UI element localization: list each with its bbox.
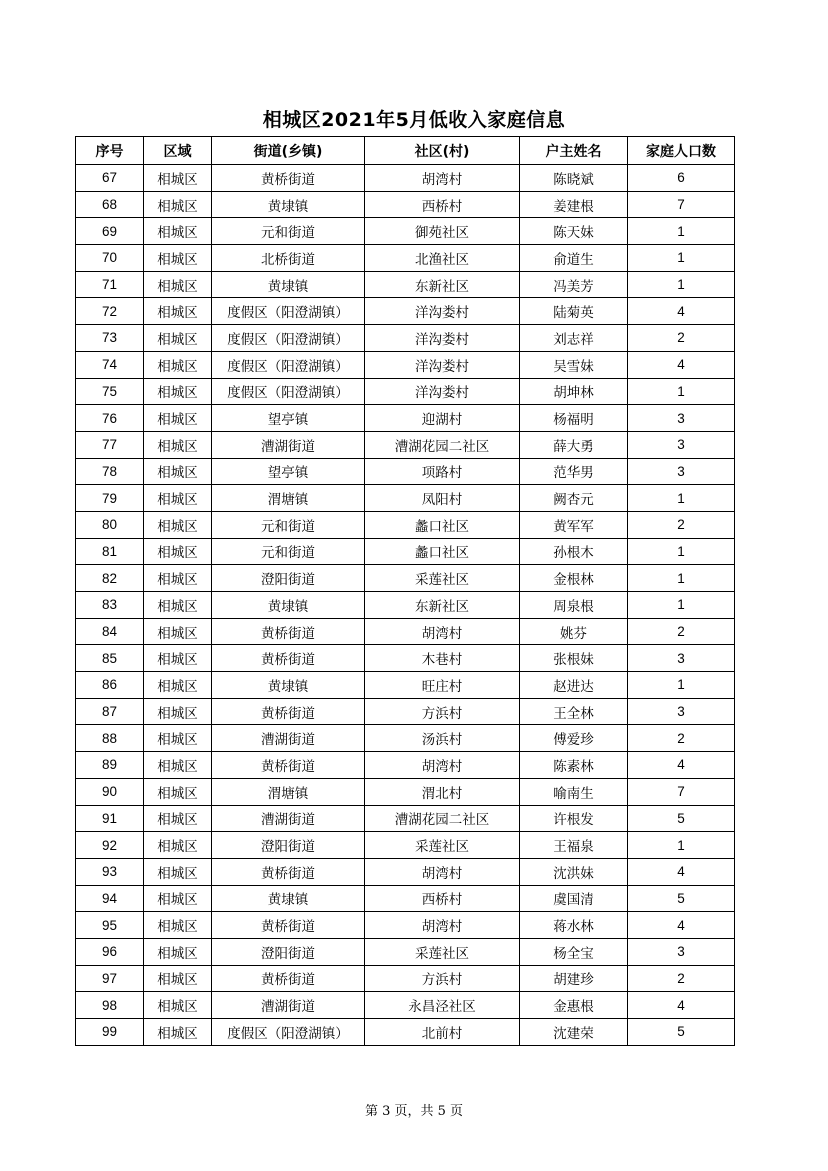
cell-household-size: 1 [628, 672, 735, 699]
cell-street-town: 漕湖街道 [212, 992, 365, 1019]
cell-community-village: 东新社区 [365, 592, 520, 619]
cell-district: 相城区 [144, 565, 212, 592]
cell-district: 相城区 [144, 405, 212, 432]
cell-community-village: 采莲社区 [365, 938, 520, 965]
cell-district: 相城区 [144, 165, 212, 192]
cell-serial: 91 [76, 805, 144, 832]
cell-householder-name: 陈天妹 [520, 218, 628, 245]
cell-household-size: 6 [628, 165, 735, 192]
cell-district: 相城区 [144, 485, 212, 512]
cell-householder-name: 沈建荣 [520, 1019, 628, 1046]
cell-street-town: 北桥街道 [212, 245, 365, 272]
cell-household-size: 3 [628, 405, 735, 432]
table-row [76, 752, 735, 779]
cell-household-size: 5 [628, 885, 735, 912]
cell-street-town: 度假区（阳澄湖镇） [212, 325, 365, 352]
cell-household-size: 2 [628, 511, 735, 538]
table-row [76, 885, 735, 912]
cell-community-village: 蠡口社区 [365, 538, 520, 565]
header-community-village: 社区(村) [365, 137, 520, 165]
cell-householder-name: 冯美芳 [520, 271, 628, 298]
cell-district: 相城区 [144, 965, 212, 992]
cell-community-village: 洋沟娄村 [365, 378, 520, 405]
cell-serial: 80 [76, 511, 144, 538]
cell-street-town: 元和街道 [212, 538, 365, 565]
cell-street-town: 黄桥街道 [212, 912, 365, 939]
cell-district: 相城区 [144, 191, 212, 218]
cell-householder-name: 薛大勇 [520, 431, 628, 458]
cell-community-village: 胡湾村 [365, 165, 520, 192]
cell-household-size: 2 [628, 325, 735, 352]
table-row [76, 191, 735, 218]
cell-community-village: 西桥村 [365, 191, 520, 218]
cell-district: 相城区 [144, 858, 212, 885]
page-title: 相城区2021年5月低收入家庭信息 [262, 109, 566, 131]
cell-serial: 72 [76, 298, 144, 325]
cell-street-town: 黄桥街道 [212, 165, 365, 192]
cell-district: 相城区 [144, 805, 212, 832]
cell-community-village: 蠡口社区 [365, 511, 520, 538]
cell-household-size: 1 [628, 485, 735, 512]
table-row [76, 271, 735, 298]
header-serial: 序号 [76, 137, 144, 165]
table-row [76, 778, 735, 805]
cell-household-size: 1 [628, 592, 735, 619]
cell-street-town: 黄埭镇 [212, 672, 365, 699]
cell-serial: 99 [76, 1019, 144, 1046]
table-row [76, 378, 735, 405]
cell-community-village: 胡湾村 [365, 858, 520, 885]
cell-district: 相城区 [144, 725, 212, 752]
header-householder-name: 户主姓名 [520, 137, 628, 165]
cell-serial: 68 [76, 191, 144, 218]
cell-street-town: 黄埭镇 [212, 191, 365, 218]
cell-community-village: 漕湖花园二社区 [365, 805, 520, 832]
cell-serial: 94 [76, 885, 144, 912]
cell-street-town: 度假区（阳澄湖镇） [212, 378, 365, 405]
cell-community-village: 方浜村 [365, 698, 520, 725]
table-row [76, 405, 735, 432]
cell-street-town: 澄阳街道 [212, 565, 365, 592]
cell-household-size: 5 [628, 1019, 735, 1046]
cell-district: 相城区 [144, 912, 212, 939]
cell-household-size: 4 [628, 752, 735, 779]
cell-household-size: 2 [628, 618, 735, 645]
header-district: 区域 [144, 137, 212, 165]
table-row [76, 298, 735, 325]
cell-householder-name: 阙杏元 [520, 485, 628, 512]
cell-street-town: 澄阳街道 [212, 832, 365, 859]
cell-district: 相城区 [144, 698, 212, 725]
cell-district: 相城区 [144, 245, 212, 272]
table-row [76, 165, 735, 192]
cell-street-town: 漕湖街道 [212, 431, 365, 458]
cell-household-size: 1 [628, 271, 735, 298]
cell-householder-name: 王全林 [520, 698, 628, 725]
cell-district: 相城区 [144, 378, 212, 405]
cell-community-village: 漕湖花园二社区 [365, 431, 520, 458]
cell-district: 相城区 [144, 458, 212, 485]
cell-community-village: 御苑社区 [365, 218, 520, 245]
table-row [76, 805, 735, 832]
cell-serial: 71 [76, 271, 144, 298]
cell-street-town: 望亭镇 [212, 405, 365, 432]
cell-serial: 95 [76, 912, 144, 939]
cell-household-size: 1 [628, 245, 735, 272]
cell-householder-name: 胡坤林 [520, 378, 628, 405]
cell-serial: 92 [76, 832, 144, 859]
header-street-town: 街道(乡镇) [212, 137, 365, 165]
cell-community-village: 北前村 [365, 1019, 520, 1046]
table-row [76, 672, 735, 699]
cell-householder-name: 沈洪妹 [520, 858, 628, 885]
cell-street-town: 元和街道 [212, 218, 365, 245]
cell-serial: 93 [76, 858, 144, 885]
cell-district: 相城区 [144, 218, 212, 245]
cell-household-size: 4 [628, 351, 735, 378]
cell-household-size: 1 [628, 378, 735, 405]
cell-community-village: 汤浜村 [365, 725, 520, 752]
cell-serial: 87 [76, 698, 144, 725]
cell-community-village: 洋沟娄村 [365, 325, 520, 352]
cell-serial: 76 [76, 405, 144, 432]
cell-serial: 75 [76, 378, 144, 405]
table-header-row [76, 137, 735, 165]
cell-community-village: 项路村 [365, 458, 520, 485]
cell-district: 相城区 [144, 938, 212, 965]
cell-householder-name: 范华男 [520, 458, 628, 485]
cell-community-village: 渭北村 [365, 778, 520, 805]
cell-street-town: 漕湖街道 [212, 725, 365, 752]
cell-household-size: 1 [628, 565, 735, 592]
cell-district: 相城区 [144, 672, 212, 699]
cell-district: 相城区 [144, 431, 212, 458]
cell-district: 相城区 [144, 885, 212, 912]
cell-householder-name: 虞国清 [520, 885, 628, 912]
cell-district: 相城区 [144, 1019, 212, 1046]
cell-serial: 83 [76, 592, 144, 619]
cell-household-size: 5 [628, 805, 735, 832]
cell-street-town: 望亭镇 [212, 458, 365, 485]
table-row [76, 965, 735, 992]
cell-district: 相城区 [144, 752, 212, 779]
table-row [76, 912, 735, 939]
cell-householder-name: 姚芬 [520, 618, 628, 645]
cell-serial: 82 [76, 565, 144, 592]
cell-householder-name: 蒋水林 [520, 912, 628, 939]
cell-community-village: 西桥村 [365, 885, 520, 912]
cell-householder-name: 陆菊英 [520, 298, 628, 325]
cell-householder-name: 俞道生 [520, 245, 628, 272]
cell-household-size: 7 [628, 191, 735, 218]
cell-householder-name: 杨福明 [520, 405, 628, 432]
cell-district: 相城区 [144, 351, 212, 378]
cell-community-village: 永昌泾社区 [365, 992, 520, 1019]
table-row [76, 325, 735, 352]
table-row [76, 618, 735, 645]
cell-serial: 70 [76, 245, 144, 272]
cell-householder-name: 杨全宝 [520, 938, 628, 965]
cell-community-village: 北渔社区 [365, 245, 520, 272]
cell-household-size: 4 [628, 858, 735, 885]
cell-street-town: 黄桥街道 [212, 645, 365, 672]
cell-street-town: 度假区（阳澄湖镇） [212, 351, 365, 378]
cell-community-village: 胡湾村 [365, 618, 520, 645]
cell-householder-name: 刘志祥 [520, 325, 628, 352]
cell-community-village: 木巷村 [365, 645, 520, 672]
cell-street-town: 黄桥街道 [212, 752, 365, 779]
cell-household-size: 4 [628, 912, 735, 939]
cell-householder-name: 许根发 [520, 805, 628, 832]
cell-street-town: 黄桥街道 [212, 618, 365, 645]
table-row [76, 698, 735, 725]
cell-householder-name: 吴雪妹 [520, 351, 628, 378]
cell-street-town: 黄埭镇 [212, 592, 365, 619]
table-row [76, 218, 735, 245]
cell-serial: 90 [76, 778, 144, 805]
cell-householder-name: 胡建珍 [520, 965, 628, 992]
table-row [76, 858, 735, 885]
table-row [76, 351, 735, 378]
cell-street-town: 黄桥街道 [212, 858, 365, 885]
cell-householder-name: 周泉根 [520, 592, 628, 619]
cell-householder-name: 姜建根 [520, 191, 628, 218]
cell-district: 相城区 [144, 325, 212, 352]
cell-community-village: 凤阳村 [365, 485, 520, 512]
cell-street-town: 漕湖街道 [212, 805, 365, 832]
cell-householder-name: 金根林 [520, 565, 628, 592]
cell-householder-name: 陈素林 [520, 752, 628, 779]
cell-street-town: 澄阳街道 [212, 938, 365, 965]
cell-householder-name: 傅爱珍 [520, 725, 628, 752]
cell-household-size: 2 [628, 725, 735, 752]
table-row [76, 458, 735, 485]
cell-serial: 89 [76, 752, 144, 779]
cell-community-village: 采莲社区 [365, 832, 520, 859]
cell-householder-name: 喻南生 [520, 778, 628, 805]
cell-community-village: 洋沟娄村 [365, 351, 520, 378]
cell-community-village: 采莲社区 [365, 565, 520, 592]
table-row [76, 565, 735, 592]
table-body [76, 165, 735, 1046]
cell-street-town: 渭塘镇 [212, 778, 365, 805]
cell-street-town: 黄埭镇 [212, 885, 365, 912]
cell-serial: 69 [76, 218, 144, 245]
cell-serial: 78 [76, 458, 144, 485]
cell-householder-name: 陈晓斌 [520, 165, 628, 192]
cell-community-village: 东新社区 [365, 271, 520, 298]
cell-serial: 86 [76, 672, 144, 699]
table-row [76, 938, 735, 965]
table-row [76, 485, 735, 512]
table-row [76, 245, 735, 272]
cell-serial: 81 [76, 538, 144, 565]
table-row [76, 538, 735, 565]
table-row [76, 832, 735, 859]
cell-household-size: 2 [628, 965, 735, 992]
cell-household-size: 3 [628, 431, 735, 458]
cell-district: 相城区 [144, 992, 212, 1019]
cell-householder-name: 赵进达 [520, 672, 628, 699]
cell-street-town: 度假区（阳澄湖镇） [212, 1019, 365, 1046]
cell-householder-name: 黄军军 [520, 511, 628, 538]
table-row [76, 725, 735, 752]
cell-household-size: 4 [628, 992, 735, 1019]
household-table [75, 136, 735, 1046]
cell-serial: 84 [76, 618, 144, 645]
cell-community-village: 迎湖村 [365, 405, 520, 432]
cell-district: 相城区 [144, 778, 212, 805]
cell-householder-name: 王福泉 [520, 832, 628, 859]
page-footer: 第 3 页，共 5 页 [364, 1104, 464, 1119]
cell-household-size: 3 [628, 698, 735, 725]
table-row [76, 992, 735, 1019]
cell-community-village: 洋沟娄村 [365, 298, 520, 325]
table-row [76, 592, 735, 619]
cell-household-size: 3 [628, 458, 735, 485]
cell-community-village: 胡湾村 [365, 752, 520, 779]
cell-household-size: 4 [628, 298, 735, 325]
cell-district: 相城区 [144, 298, 212, 325]
cell-street-town: 度假区（阳澄湖镇） [212, 298, 365, 325]
cell-serial: 74 [76, 351, 144, 378]
cell-district: 相城区 [144, 832, 212, 859]
cell-street-town: 元和街道 [212, 511, 365, 538]
cell-householder-name: 孙根木 [520, 538, 628, 565]
cell-serial: 79 [76, 485, 144, 512]
cell-household-size: 3 [628, 938, 735, 965]
cell-district: 相城区 [144, 511, 212, 538]
cell-street-town: 渭塘镇 [212, 485, 365, 512]
cell-district: 相城区 [144, 538, 212, 565]
cell-street-town: 黄埭镇 [212, 271, 365, 298]
cell-household-size: 1 [628, 218, 735, 245]
cell-householder-name: 张根妹 [520, 645, 628, 672]
cell-district: 相城区 [144, 271, 212, 298]
cell-serial: 73 [76, 325, 144, 352]
cell-household-size: 3 [628, 645, 735, 672]
cell-serial: 98 [76, 992, 144, 1019]
cell-household-size: 1 [628, 832, 735, 859]
table-row [76, 1019, 735, 1046]
cell-household-size: 1 [628, 538, 735, 565]
cell-serial: 85 [76, 645, 144, 672]
cell-serial: 97 [76, 965, 144, 992]
cell-street-town: 黄桥街道 [212, 698, 365, 725]
cell-community-village: 方浜村 [365, 965, 520, 992]
cell-district: 相城区 [144, 592, 212, 619]
cell-serial: 96 [76, 938, 144, 965]
table-row [76, 511, 735, 538]
cell-serial: 67 [76, 165, 144, 192]
cell-community-village: 旺庄村 [365, 672, 520, 699]
cell-household-size: 7 [628, 778, 735, 805]
cell-district: 相城区 [144, 645, 212, 672]
cell-street-town: 黄桥街道 [212, 965, 365, 992]
cell-householder-name: 金惠根 [520, 992, 628, 1019]
cell-serial: 88 [76, 725, 144, 752]
cell-serial: 77 [76, 431, 144, 458]
header-household-size: 家庭人口数 [628, 137, 735, 165]
table-row [76, 645, 735, 672]
cell-community-village: 胡湾村 [365, 912, 520, 939]
cell-district: 相城区 [144, 618, 212, 645]
table-row [76, 431, 735, 458]
